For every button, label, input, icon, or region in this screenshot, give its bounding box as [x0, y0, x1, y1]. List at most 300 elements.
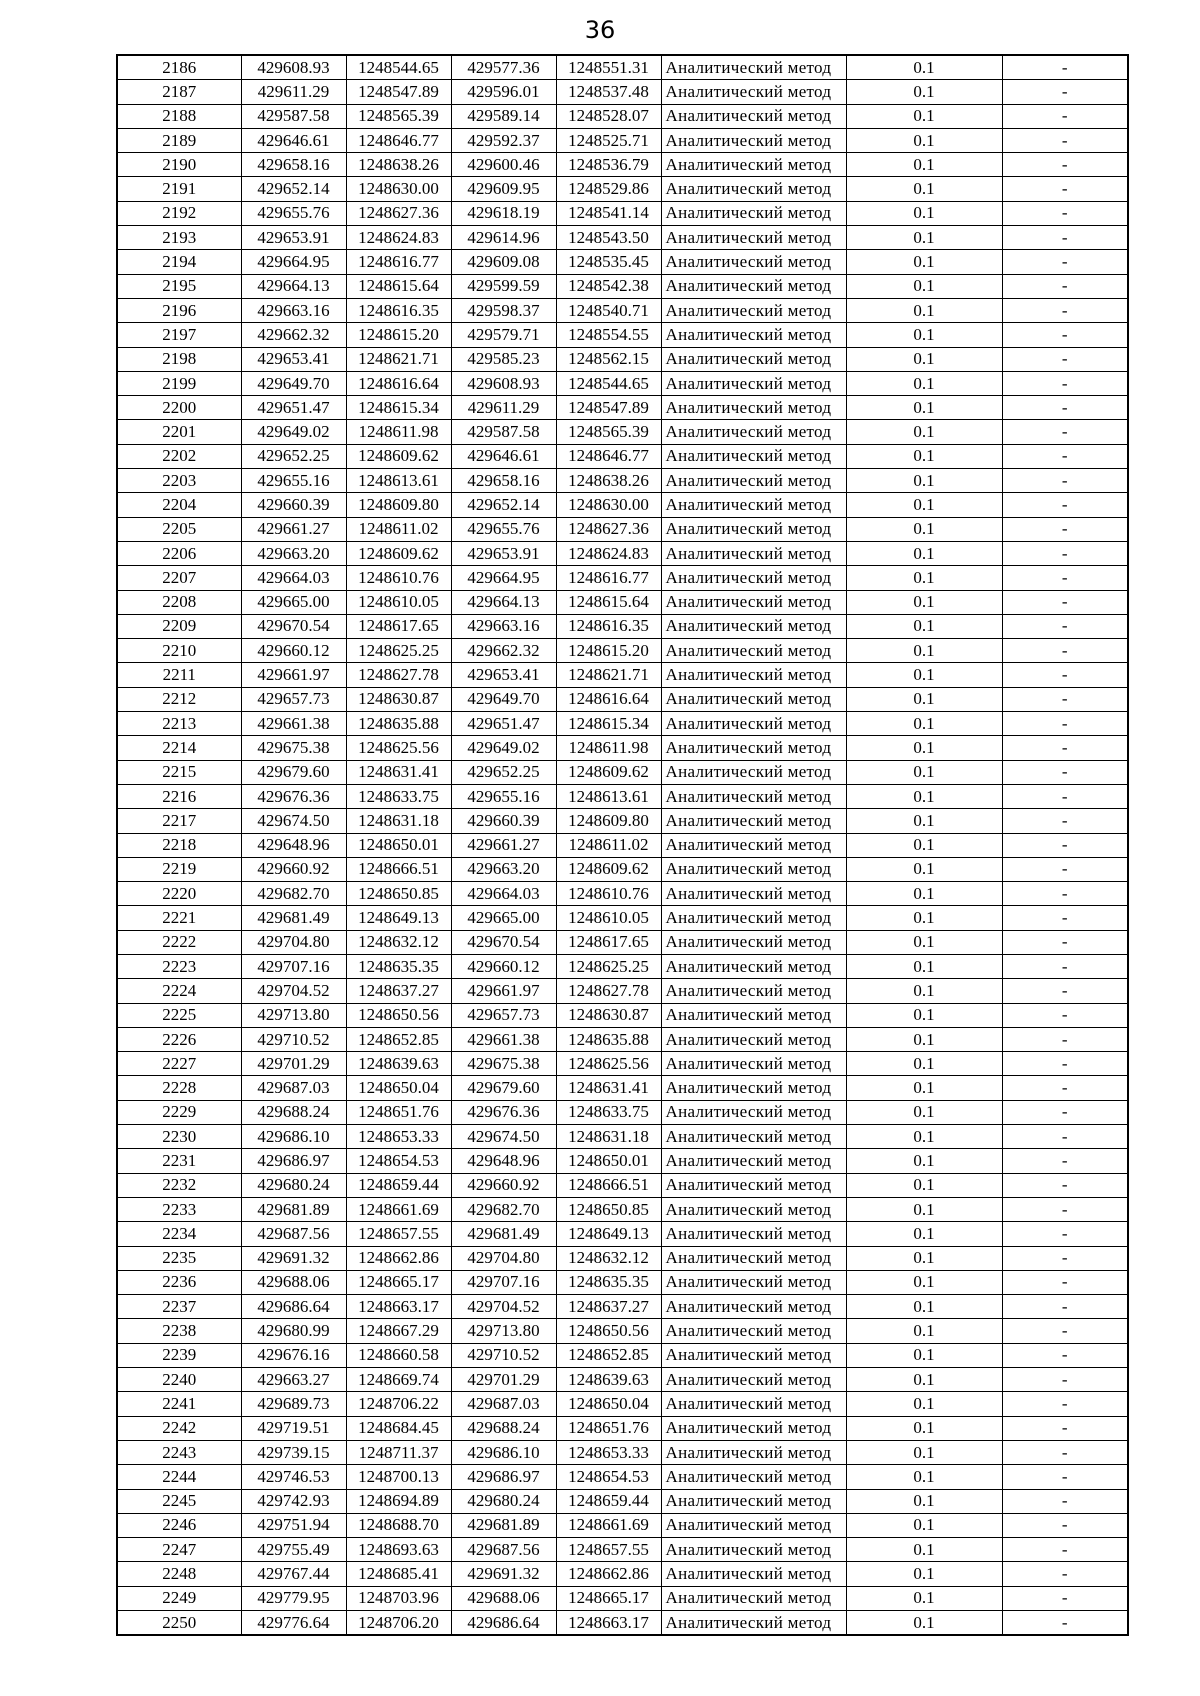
method-cell: Аналитический метод	[661, 517, 846, 541]
table-row	[117, 1027, 1128, 1051]
y-coordinate-prev-cell: 1248625.56	[556, 1052, 661, 1076]
y-coordinate-cell: 1248633.75	[346, 784, 451, 808]
method-cell: Аналитический метод	[661, 1368, 846, 1392]
x-coordinate-prev-cell: 429681.49	[451, 1222, 556, 1246]
note-cell: -	[1002, 55, 1128, 80]
page-number: 36	[584, 16, 616, 44]
y-coordinate-prev-cell: 1248631.41	[556, 1076, 661, 1100]
x-coordinate-prev-cell: 429670.54	[451, 930, 556, 954]
method-cell: Аналитический метод	[661, 420, 846, 444]
x-coordinate-prev-cell: 429704.80	[451, 1246, 556, 1270]
point-number-cell: 2205	[117, 517, 241, 541]
y-coordinate-cell: 1248625.25	[346, 639, 451, 663]
note-cell: -	[1002, 1100, 1128, 1124]
y-coordinate-prev-cell: 1248627.78	[556, 979, 661, 1003]
x-coordinate-prev-cell: 429649.02	[451, 736, 556, 760]
precision-cell: 0.1	[846, 833, 1002, 857]
table-row	[117, 1100, 1128, 1124]
precision-cell: 0.1	[846, 1392, 1002, 1416]
y-coordinate-cell: 1248700.13	[346, 1465, 451, 1489]
point-number-cell: 2193	[117, 226, 241, 250]
y-coordinate-cell: 1248615.34	[346, 396, 451, 420]
y-coordinate-cell: 1248627.78	[346, 663, 451, 687]
table-row	[117, 128, 1128, 152]
x-coordinate-prev-cell: 429691.32	[451, 1562, 556, 1586]
x-coordinate-cell: 429767.44	[241, 1562, 346, 1586]
x-coordinate-cell: 429682.70	[241, 882, 346, 906]
x-coordinate-prev-cell: 429655.16	[451, 784, 556, 808]
precision-cell: 0.1	[846, 250, 1002, 274]
precision-cell: 0.1	[846, 1562, 1002, 1586]
method-cell: Аналитический метод	[661, 1076, 846, 1100]
method-cell: Аналитический метод	[661, 1270, 846, 1294]
precision-cell: 0.1	[846, 882, 1002, 906]
x-coordinate-prev-cell: 429653.91	[451, 541, 556, 565]
note-cell: -	[1002, 1222, 1128, 1246]
table-row	[117, 614, 1128, 638]
x-coordinate-cell: 429587.58	[241, 104, 346, 128]
method-cell: Аналитический метод	[661, 469, 846, 493]
method-cell: Аналитический метод	[661, 396, 846, 420]
y-coordinate-prev-cell: 1248543.50	[556, 226, 661, 250]
note-cell: -	[1002, 760, 1128, 784]
y-coordinate-cell: 1248609.80	[346, 493, 451, 517]
point-number-cell: 2222	[117, 930, 241, 954]
y-coordinate-cell: 1248661.69	[346, 1197, 451, 1221]
point-number-cell: 2224	[117, 979, 241, 1003]
precision-cell: 0.1	[846, 396, 1002, 420]
method-cell: Аналитический метод	[661, 444, 846, 468]
point-number-cell: 2247	[117, 1538, 241, 1562]
table-row	[117, 1416, 1128, 1440]
x-coordinate-cell: 429657.73	[241, 687, 346, 711]
y-coordinate-prev-cell: 1248540.71	[556, 298, 661, 322]
note-cell: -	[1002, 1586, 1128, 1610]
x-coordinate-cell: 429663.16	[241, 298, 346, 322]
x-coordinate-prev-cell: 429680.24	[451, 1489, 556, 1513]
y-coordinate-cell: 1248660.58	[346, 1343, 451, 1367]
y-coordinate-prev-cell: 1248609.80	[556, 809, 661, 833]
note-cell: -	[1002, 784, 1128, 808]
point-number-cell: 2194	[117, 250, 241, 274]
method-cell: Аналитический метод	[661, 760, 846, 784]
note-cell: -	[1002, 226, 1128, 250]
note-cell: -	[1002, 541, 1128, 565]
y-coordinate-prev-cell: 1248659.44	[556, 1489, 661, 1513]
y-coordinate-prev-cell: 1248536.79	[556, 153, 661, 177]
table-row	[117, 1562, 1128, 1586]
y-coordinate-prev-cell: 1248635.35	[556, 1270, 661, 1294]
method-cell: Аналитический метод	[661, 80, 846, 104]
y-coordinate-prev-cell: 1248654.53	[556, 1465, 661, 1489]
method-cell: Аналитический метод	[661, 1173, 846, 1197]
x-coordinate-cell: 429776.64	[241, 1611, 346, 1636]
precision-cell: 0.1	[846, 1100, 1002, 1124]
table-row	[117, 809, 1128, 833]
method-cell: Аналитический метод	[661, 1052, 846, 1076]
x-coordinate-prev-cell: 429686.64	[451, 1611, 556, 1636]
table-row	[117, 1246, 1128, 1270]
point-number-cell: 2213	[117, 712, 241, 736]
y-coordinate-prev-cell: 1248615.20	[556, 639, 661, 663]
point-number-cell: 2230	[117, 1125, 241, 1149]
y-coordinate-cell: 1248654.53	[346, 1149, 451, 1173]
x-coordinate-cell: 429663.20	[241, 541, 346, 565]
precision-cell: 0.1	[846, 687, 1002, 711]
x-coordinate-prev-cell: 429614.96	[451, 226, 556, 250]
x-coordinate-cell: 429655.76	[241, 201, 346, 225]
y-coordinate-cell: 1248669.74	[346, 1368, 451, 1392]
note-cell: -	[1002, 954, 1128, 978]
table-row	[117, 1319, 1128, 1343]
table-row	[117, 954, 1128, 978]
x-coordinate-prev-cell: 429660.12	[451, 954, 556, 978]
x-coordinate-cell: 429719.51	[241, 1416, 346, 1440]
method-cell: Аналитический метод	[661, 274, 846, 298]
x-coordinate-cell: 429688.06	[241, 1270, 346, 1294]
table-row	[117, 639, 1128, 663]
y-coordinate-prev-cell: 1248541.14	[556, 201, 661, 225]
point-number-cell: 2228	[117, 1076, 241, 1100]
y-coordinate-prev-cell: 1248551.31	[556, 55, 661, 80]
method-cell: Аналитический метод	[661, 1586, 846, 1610]
note-cell: -	[1002, 1052, 1128, 1076]
method-cell: Аналитический метод	[661, 687, 846, 711]
method-cell: Аналитический метод	[661, 1246, 846, 1270]
method-cell: Аналитический метод	[661, 250, 846, 274]
x-coordinate-cell: 429701.29	[241, 1052, 346, 1076]
table-row	[117, 420, 1128, 444]
table-row	[117, 687, 1128, 711]
point-number-cell: 2202	[117, 444, 241, 468]
y-coordinate-prev-cell: 1248651.76	[556, 1416, 661, 1440]
x-coordinate-prev-cell: 429662.32	[451, 639, 556, 663]
method-cell: Аналитический метод	[661, 1611, 846, 1636]
table-row	[117, 1052, 1128, 1076]
x-coordinate-prev-cell: 429704.52	[451, 1295, 556, 1319]
table-row	[117, 1489, 1128, 1513]
note-cell: -	[1002, 493, 1128, 517]
method-cell: Аналитический метод	[661, 614, 846, 638]
point-number-cell: 2206	[117, 541, 241, 565]
note-cell: -	[1002, 857, 1128, 881]
table-row	[117, 371, 1128, 395]
table-row	[117, 1538, 1128, 1562]
note-cell: -	[1002, 420, 1128, 444]
note-cell: -	[1002, 1125, 1128, 1149]
method-cell: Аналитический метод	[661, 809, 846, 833]
y-coordinate-prev-cell: 1248616.35	[556, 614, 661, 638]
x-coordinate-cell: 429686.64	[241, 1295, 346, 1319]
note-cell: -	[1002, 1003, 1128, 1027]
x-coordinate-cell: 429681.89	[241, 1197, 346, 1221]
x-coordinate-prev-cell: 429687.03	[451, 1392, 556, 1416]
point-number-cell: 2186	[117, 55, 241, 80]
x-coordinate-cell: 429674.50	[241, 809, 346, 833]
x-coordinate-cell: 429660.39	[241, 493, 346, 517]
method-cell: Аналитический метод	[661, 639, 846, 663]
point-number-cell: 2244	[117, 1465, 241, 1489]
method-cell: Аналитический метод	[661, 226, 846, 250]
precision-cell: 0.1	[846, 371, 1002, 395]
y-coordinate-prev-cell: 1248537.48	[556, 80, 661, 104]
x-coordinate-prev-cell: 429658.16	[451, 469, 556, 493]
x-coordinate-cell: 429689.73	[241, 1392, 346, 1416]
x-coordinate-prev-cell: 429598.37	[451, 298, 556, 322]
point-number-cell: 2229	[117, 1100, 241, 1124]
x-coordinate-prev-cell: 429661.27	[451, 833, 556, 857]
table-row	[117, 663, 1128, 687]
x-coordinate-prev-cell: 429657.73	[451, 1003, 556, 1027]
y-coordinate-prev-cell: 1248663.17	[556, 1611, 661, 1636]
precision-cell: 0.1	[846, 1611, 1002, 1636]
table-row	[117, 1513, 1128, 1537]
table-row	[117, 1149, 1128, 1173]
precision-cell: 0.1	[846, 444, 1002, 468]
precision-cell: 0.1	[846, 1416, 1002, 1440]
point-number-cell: 2188	[117, 104, 241, 128]
method-cell: Аналитический метод	[661, 930, 846, 954]
x-coordinate-cell: 429675.38	[241, 736, 346, 760]
y-coordinate-cell: 1248613.61	[346, 469, 451, 493]
x-coordinate-cell: 429679.60	[241, 760, 346, 784]
precision-cell: 0.1	[846, 1319, 1002, 1343]
x-coordinate-cell: 429688.24	[241, 1100, 346, 1124]
x-coordinate-prev-cell: 429618.19	[451, 201, 556, 225]
y-coordinate-prev-cell: 1248610.76	[556, 882, 661, 906]
y-coordinate-cell: 1248624.83	[346, 226, 451, 250]
method-cell: Аналитический метод	[661, 323, 846, 347]
y-coordinate-cell: 1248685.41	[346, 1562, 451, 1586]
x-coordinate-cell: 429660.92	[241, 857, 346, 881]
y-coordinate-cell: 1248616.35	[346, 298, 451, 322]
y-coordinate-prev-cell: 1248657.55	[556, 1538, 661, 1562]
method-cell: Аналитический метод	[661, 1319, 846, 1343]
table-row	[117, 347, 1128, 371]
point-number-cell: 2211	[117, 663, 241, 687]
table-row	[117, 1586, 1128, 1610]
x-coordinate-cell: 429649.70	[241, 371, 346, 395]
x-coordinate-cell: 429691.32	[241, 1246, 346, 1270]
precision-cell: 0.1	[846, 153, 1002, 177]
y-coordinate-prev-cell: 1248650.85	[556, 1197, 661, 1221]
x-coordinate-cell: 429651.47	[241, 396, 346, 420]
note-cell: -	[1002, 1173, 1128, 1197]
point-number-cell: 2218	[117, 833, 241, 857]
method-cell: Аналитический метод	[661, 1538, 846, 1562]
method-cell: Аналитический метод	[661, 128, 846, 152]
y-coordinate-cell: 1248621.71	[346, 347, 451, 371]
table-row	[117, 1368, 1128, 1392]
method-cell: Аналитический метод	[661, 1465, 846, 1489]
y-coordinate-cell: 1248694.89	[346, 1489, 451, 1513]
precision-cell: 0.1	[846, 590, 1002, 614]
note-cell: -	[1002, 396, 1128, 420]
precision-cell: 0.1	[846, 614, 1002, 638]
x-coordinate-prev-cell: 429664.03	[451, 882, 556, 906]
y-coordinate-cell: 1248638.26	[346, 153, 451, 177]
note-cell: -	[1002, 614, 1128, 638]
note-cell: -	[1002, 298, 1128, 322]
precision-cell: 0.1	[846, 1246, 1002, 1270]
precision-cell: 0.1	[846, 469, 1002, 493]
y-coordinate-cell: 1248706.22	[346, 1392, 451, 1416]
x-coordinate-cell: 429742.93	[241, 1489, 346, 1513]
x-coordinate-prev-cell: 429688.24	[451, 1416, 556, 1440]
note-cell: -	[1002, 1416, 1128, 1440]
table-row	[117, 906, 1128, 930]
note-cell: -	[1002, 882, 1128, 906]
x-coordinate-cell: 429746.53	[241, 1465, 346, 1489]
note-cell: -	[1002, 906, 1128, 930]
y-coordinate-prev-cell: 1248616.77	[556, 566, 661, 590]
point-number-cell: 2200	[117, 396, 241, 420]
precision-cell: 0.1	[846, 1125, 1002, 1149]
table-row	[117, 1343, 1128, 1367]
x-coordinate-cell: 429687.56	[241, 1222, 346, 1246]
x-coordinate-prev-cell: 429608.93	[451, 371, 556, 395]
x-coordinate-cell: 429663.27	[241, 1368, 346, 1392]
x-coordinate-prev-cell: 429652.14	[451, 493, 556, 517]
y-coordinate-cell: 1248544.65	[346, 55, 451, 80]
precision-cell: 0.1	[846, 541, 1002, 565]
x-coordinate-prev-cell: 429681.89	[451, 1513, 556, 1537]
precision-cell: 0.1	[846, 128, 1002, 152]
y-coordinate-prev-cell: 1248610.05	[556, 906, 661, 930]
coordinates-table	[116, 54, 1129, 1636]
y-coordinate-prev-cell: 1248611.02	[556, 833, 661, 857]
precision-cell: 0.1	[846, 1513, 1002, 1537]
x-coordinate-prev-cell: 429688.06	[451, 1586, 556, 1610]
x-coordinate-cell: 429608.93	[241, 55, 346, 80]
x-coordinate-cell: 429661.38	[241, 712, 346, 736]
note-cell: -	[1002, 250, 1128, 274]
y-coordinate-cell: 1248630.00	[346, 177, 451, 201]
x-coordinate-cell: 429676.16	[241, 1343, 346, 1367]
table-row	[117, 882, 1128, 906]
point-number-cell: 2238	[117, 1319, 241, 1343]
x-coordinate-cell: 429751.94	[241, 1513, 346, 1537]
precision-cell: 0.1	[846, 177, 1002, 201]
note-cell: -	[1002, 930, 1128, 954]
point-number-cell: 2241	[117, 1392, 241, 1416]
x-coordinate-prev-cell: 429682.70	[451, 1197, 556, 1221]
x-coordinate-cell: 429653.91	[241, 226, 346, 250]
method-cell: Аналитический метод	[661, 1513, 846, 1537]
precision-cell: 0.1	[846, 298, 1002, 322]
y-coordinate-prev-cell: 1248529.86	[556, 177, 661, 201]
x-coordinate-prev-cell: 429687.56	[451, 1538, 556, 1562]
precision-cell: 0.1	[846, 274, 1002, 298]
precision-cell: 0.1	[846, 493, 1002, 517]
x-coordinate-prev-cell: 429600.46	[451, 153, 556, 177]
x-coordinate-cell: 429662.32	[241, 323, 346, 347]
precision-cell: 0.1	[846, 1368, 1002, 1392]
precision-cell: 0.1	[846, 1052, 1002, 1076]
x-coordinate-prev-cell: 429589.14	[451, 104, 556, 128]
note-cell: -	[1002, 663, 1128, 687]
note-cell: -	[1002, 1513, 1128, 1537]
precision-cell: 0.1	[846, 1270, 1002, 1294]
table-row	[117, 930, 1128, 954]
y-coordinate-prev-cell: 1248525.71	[556, 128, 661, 152]
y-coordinate-prev-cell: 1248632.12	[556, 1246, 661, 1270]
y-coordinate-prev-cell: 1248646.77	[556, 444, 661, 468]
precision-cell: 0.1	[846, 201, 1002, 225]
note-cell: -	[1002, 201, 1128, 225]
note-cell: -	[1002, 1343, 1128, 1367]
point-number-cell: 2201	[117, 420, 241, 444]
x-coordinate-cell: 429655.16	[241, 469, 346, 493]
y-coordinate-prev-cell: 1248535.45	[556, 250, 661, 274]
x-coordinate-cell: 429646.61	[241, 128, 346, 152]
x-coordinate-cell: 429648.96	[241, 833, 346, 857]
method-cell: Аналитический метод	[661, 55, 846, 80]
note-cell: -	[1002, 347, 1128, 371]
table-row	[117, 493, 1128, 517]
note-cell: -	[1002, 736, 1128, 760]
x-coordinate-prev-cell: 429679.60	[451, 1076, 556, 1100]
note-cell: -	[1002, 833, 1128, 857]
point-number-cell: 2246	[117, 1513, 241, 1537]
precision-cell: 0.1	[846, 347, 1002, 371]
note-cell: -	[1002, 1538, 1128, 1562]
x-coordinate-cell: 429680.99	[241, 1319, 346, 1343]
table-row	[117, 80, 1128, 104]
method-cell: Аналитический метод	[661, 1392, 846, 1416]
precision-cell: 0.1	[846, 1586, 1002, 1610]
point-number-cell: 2248	[117, 1562, 241, 1586]
method-cell: Аналитический метод	[661, 590, 846, 614]
y-coordinate-cell: 1248565.39	[346, 104, 451, 128]
note-cell: -	[1002, 1027, 1128, 1051]
precision-cell: 0.1	[846, 736, 1002, 760]
point-number-cell: 2204	[117, 493, 241, 517]
point-number-cell: 2243	[117, 1440, 241, 1464]
y-coordinate-cell: 1248610.76	[346, 566, 451, 590]
y-coordinate-cell: 1248652.85	[346, 1027, 451, 1051]
precision-cell: 0.1	[846, 55, 1002, 80]
y-coordinate-prev-cell: 1248621.71	[556, 663, 661, 687]
x-coordinate-prev-cell: 429664.13	[451, 590, 556, 614]
x-coordinate-prev-cell: 429648.96	[451, 1149, 556, 1173]
x-coordinate-cell: 429661.97	[241, 663, 346, 687]
table-row	[117, 1611, 1128, 1636]
x-coordinate-prev-cell: 429713.80	[451, 1319, 556, 1343]
x-coordinate-cell: 429676.36	[241, 784, 346, 808]
precision-cell: 0.1	[846, 1295, 1002, 1319]
note-cell: -	[1002, 469, 1128, 493]
table-row	[117, 323, 1128, 347]
method-cell: Аналитический метод	[661, 1416, 846, 1440]
table-row	[117, 1197, 1128, 1221]
x-coordinate-prev-cell: 429661.38	[451, 1027, 556, 1051]
note-cell: -	[1002, 1197, 1128, 1221]
method-cell: Аналитический метод	[661, 1100, 846, 1124]
precision-cell: 0.1	[846, 809, 1002, 833]
x-coordinate-prev-cell: 429661.97	[451, 979, 556, 1003]
method-cell: Аналитический метод	[661, 1222, 846, 1246]
method-cell: Аналитический метод	[661, 954, 846, 978]
method-cell: Аналитический метод	[661, 1197, 846, 1221]
table-row	[117, 250, 1128, 274]
y-coordinate-prev-cell: 1248615.64	[556, 590, 661, 614]
point-number-cell: 2225	[117, 1003, 241, 1027]
y-coordinate-cell: 1248665.17	[346, 1270, 451, 1294]
x-coordinate-prev-cell: 429651.47	[451, 712, 556, 736]
x-coordinate-prev-cell: 429646.61	[451, 444, 556, 468]
point-number-cell: 2191	[117, 177, 241, 201]
